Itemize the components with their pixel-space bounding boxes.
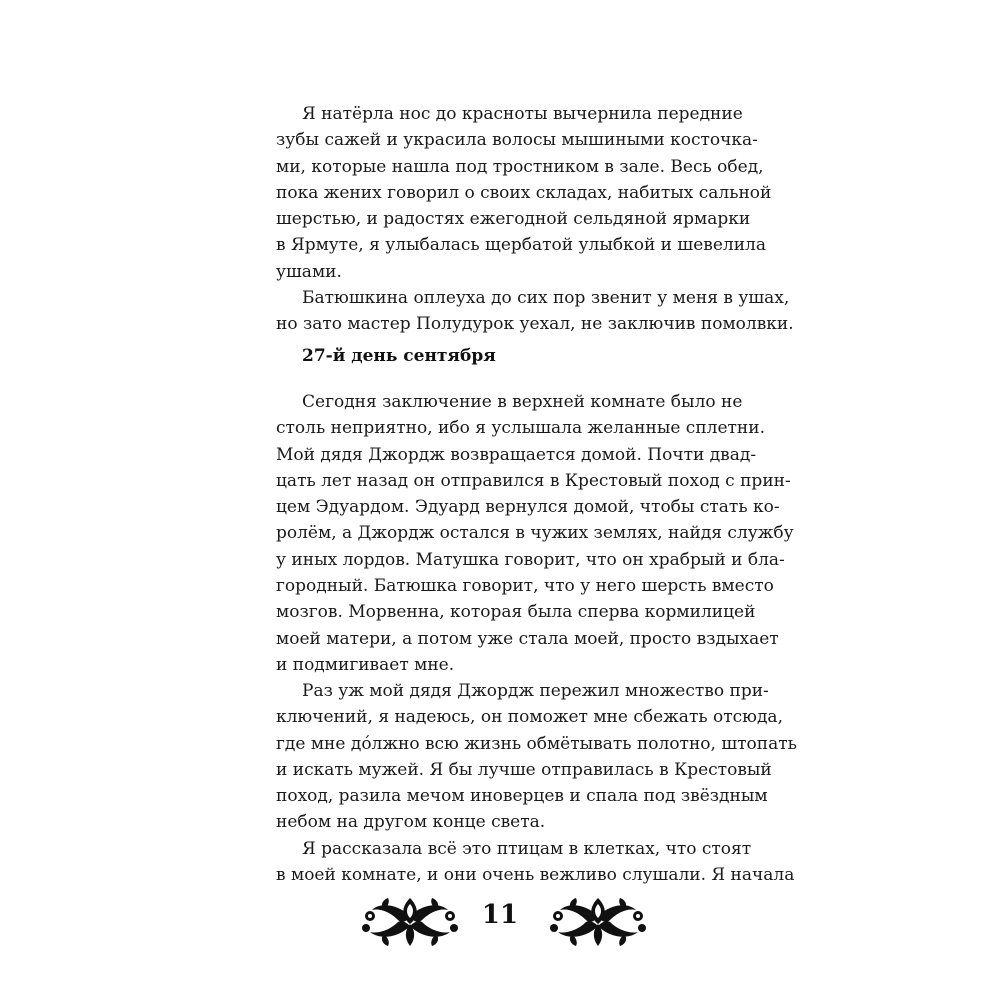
text-line: цать лет назад он отправился в Крестовый поход с прин- (276, 470, 791, 491)
text-line: Сегодня заключение в верхней комнате было не (302, 392, 743, 412)
floral-ornament-icon (360, 894, 460, 950)
floral-ornament-icon (548, 894, 648, 950)
text-line: и искать мужей. Я бы лучше отправилась в Крестовый (276, 759, 772, 780)
paragraph-5 (276, 836, 795, 889)
paragraph-3 (276, 389, 794, 678)
text-line: цем Эдуардом. Эдуард вернулся домой, чтобы стать ко- (276, 497, 780, 518)
page-footer (0, 890, 1000, 950)
text-line: ролём, а Джордж остался в чужих землях, найдя службу (276, 523, 794, 544)
text-line: в Ярмуте, я улыбалась щербатой улыбкой и шевелила (276, 235, 766, 256)
text-line: Я рассказала всё это птицам в клетках, что стоят (302, 839, 752, 859)
text-line: ушами. (276, 261, 342, 282)
paragraph-4 (276, 678, 797, 836)
text-line: пока жених говорил о своих складах, набитых сальной (276, 182, 772, 203)
text-line: моей матери, а потом уже стала моей, просто вздыхает (276, 628, 779, 649)
page-number: 11 (481, 900, 519, 930)
text-line: у иных лордов. Матушка говорит, что он храбрый и бла- (276, 549, 785, 570)
text-line: Раз уж мой дядя Джордж пережил множество при- (302, 681, 769, 701)
text-line: столь неприятно, ибо я услышала желанные сплетни. (276, 418, 765, 439)
text-line: городный. Батюшка говорит, что у него шерсть вместо (276, 576, 774, 597)
section-heading: 27-й день сентября (302, 346, 496, 366)
text-line: небом на другом конце света. (276, 812, 546, 833)
text-line: Я натёрла нос до красноты вычернила передние (302, 104, 743, 124)
text-line: мозгов. Морвенна, которая была сперва кормилицей (276, 602, 756, 623)
text-line: Батюшкина оплеуха до сих пор звенит у меня в ушах, (302, 288, 790, 308)
text-line: Мой дядя Джордж возвращается домой. Почти двад- (276, 444, 757, 465)
text-line: шерстью, и радостях ежегодной сельдяной ярмарки (276, 209, 751, 230)
text-line: где мне дóлжно всю жизнь обмётывать полотно, штопать (276, 733, 797, 754)
paragraph-1 (276, 101, 772, 285)
paragraph-2 (276, 285, 794, 338)
text-line: зубы сажей и украсила волосы мышиными косточка- (276, 130, 758, 151)
text-line: поход, разила мечом иноверцев и спала под звёздным (276, 786, 768, 807)
text-line: ключений, я надеюсь, он поможет мне сбежать отсюда, (276, 707, 783, 728)
text-line: и подмигивает мне. (276, 654, 455, 675)
text-line: ми, которые нашла под тростником в зале. Весь обед, (276, 156, 764, 177)
text-line: но зато мастер Полудурок уехал, не заключив помолвки. (276, 314, 794, 335)
text-line: в моей комнате, и они очень вежливо слушали. Я начала (276, 865, 795, 886)
